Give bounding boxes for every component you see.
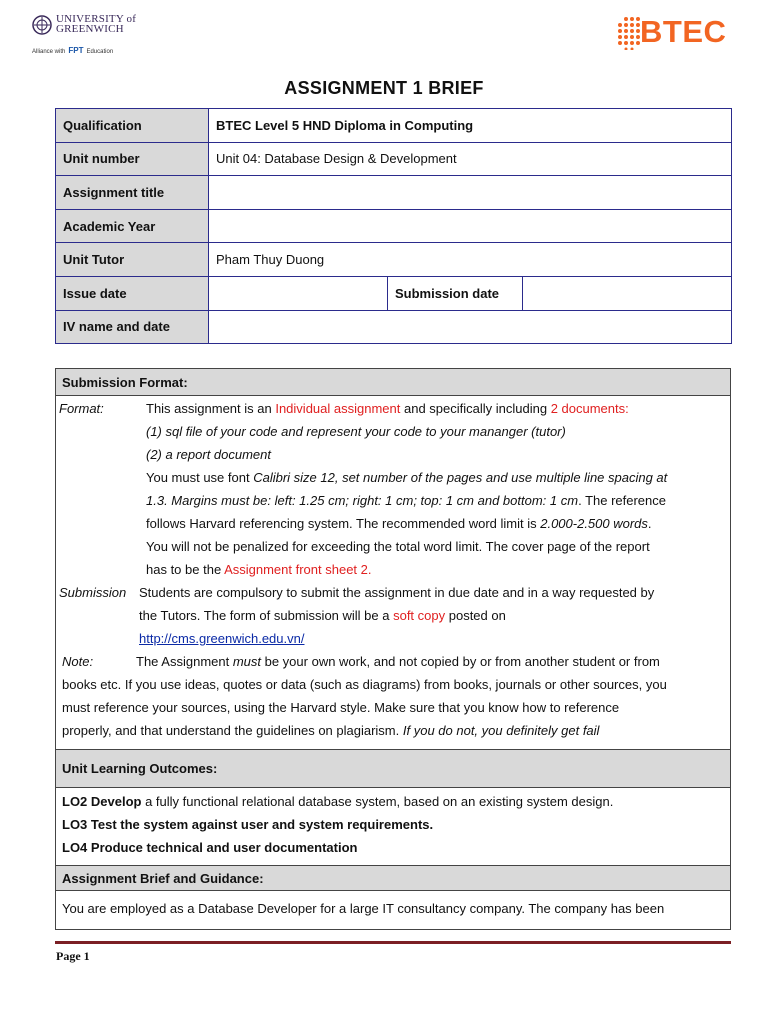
fpt-logo: FPT (68, 46, 84, 55)
unit-tutor-label: Unit Tutor (56, 243, 209, 277)
submission-line-1: Students are compulsory to submit the assignment in due date and in a way requested by (139, 585, 655, 600)
assignment-brief-heading: Assignment Brief and Guidance: (56, 866, 730, 891)
qualification-label: Qualification (56, 109, 209, 143)
format-paragraph-line-1: You must use font Calibri size 12, set number of the pages and use multiple line spacing at (146, 470, 668, 485)
assignment-brief-section (55, 866, 731, 930)
lo4-item: LO4 Produce technical and user documentation (62, 840, 358, 855)
note-line-1: The Assignment must be your own work, and not copied by or from another student or from (136, 654, 660, 669)
alliance-line: Alliance with FPT Education (32, 46, 114, 55)
table-row (56, 176, 732, 210)
format-paragraph-line-4: You will not be penalized for exceeding the total word limit. The cover page of the report (146, 539, 650, 554)
university-crest-icon (32, 14, 52, 36)
format-paragraph-line-3: follows Harvard referencing system. The recommended word limit is 2.000-2.500 words. (146, 516, 652, 531)
table-row (56, 310, 732, 344)
qualification-value: BTEC Level 5 HND Diploma in Computing (209, 109, 732, 143)
unit-tutor-value: Pham Thuy Duong (209, 243, 732, 277)
unit-number-value: Unit 04: Database Design & Development (209, 142, 732, 176)
submission-date-label: Submission date (388, 276, 523, 310)
btec-logo: BTEC (612, 14, 747, 54)
assignment-brief-text: You are employed as a Database Developer for a large IT consultancy company. The company has been (62, 901, 665, 916)
assignment-title-label: Assignment title (56, 176, 209, 210)
btec-dots-icon (612, 16, 642, 50)
university-name: UNIVERSITY of GREENWICH (56, 13, 137, 35)
submission-format-heading: Submission Format: (56, 369, 730, 396)
iv-name-label: IV name and date (56, 310, 209, 344)
issue-date-value[interactable] (209, 276, 388, 310)
submission-date-value[interactable] (523, 276, 732, 310)
note-line-2: books etc. If you use ideas, quotes or data (such as diagrams) from books, journals or other sources, you (62, 677, 667, 692)
page-number: Page 1 (56, 949, 90, 963)
note-label: Note: (62, 654, 94, 669)
submission-line-2: the Tutors. The form of submission will be a soft copy posted on (139, 608, 506, 623)
learning-outcomes-heading: Unit Learning Outcomes: (56, 750, 730, 788)
table-row (56, 109, 732, 143)
format-line-1: This assignment is an Individual assignment and specifically including 2 documents: (146, 401, 629, 416)
format-paragraph-line-2: 1.3. Margins must be: left: 1.25 cm; right: 1 cm; top: 1 cm and bottom: 1 cm. The reference (146, 493, 666, 508)
note-line-4: properly, and that understand the guidelines on plagiarism. If you do not, you definitely get fail (62, 723, 600, 738)
table-row (56, 276, 732, 310)
table-row (56, 209, 732, 243)
page-title: ASSIGNMENT 1 BRIEF (284, 78, 484, 98)
iv-name-value[interactable] (209, 310, 732, 344)
academic-year-label: Academic Year (56, 209, 209, 243)
academic-year-value[interactable] (209, 209, 732, 243)
document-item-1: (1) sql file of your code and represent your code to your mananger (tutor) (146, 424, 566, 439)
table-row (56, 142, 732, 176)
footer-divider (55, 941, 731, 944)
university-logo (30, 12, 150, 60)
format-paragraph-line-5: has to be the Assignment front sheet 2. (146, 562, 372, 577)
cms-link[interactable]: http://cms.greenwich.edu.vn/ (139, 631, 305, 646)
lo3-item: LO3 Test the system against user and system requirements. (62, 817, 434, 832)
note-line-3: must reference your sources, using the Harvard style. Make sure that you know how to reference (62, 700, 620, 715)
unit-number-label: Unit number (56, 142, 209, 176)
document-item-2: (2) a report document (146, 447, 272, 462)
lo2-item: LO2 Develop a fully functional relational database system, based on an existing system design. (62, 794, 614, 809)
assignment-title-value[interactable] (209, 176, 732, 210)
format-label: Format: (59, 401, 104, 416)
table-row (56, 243, 732, 277)
assignment-info-table (55, 108, 732, 344)
submission-label: Submission (59, 585, 127, 600)
issue-date-label: Issue date (56, 276, 209, 310)
